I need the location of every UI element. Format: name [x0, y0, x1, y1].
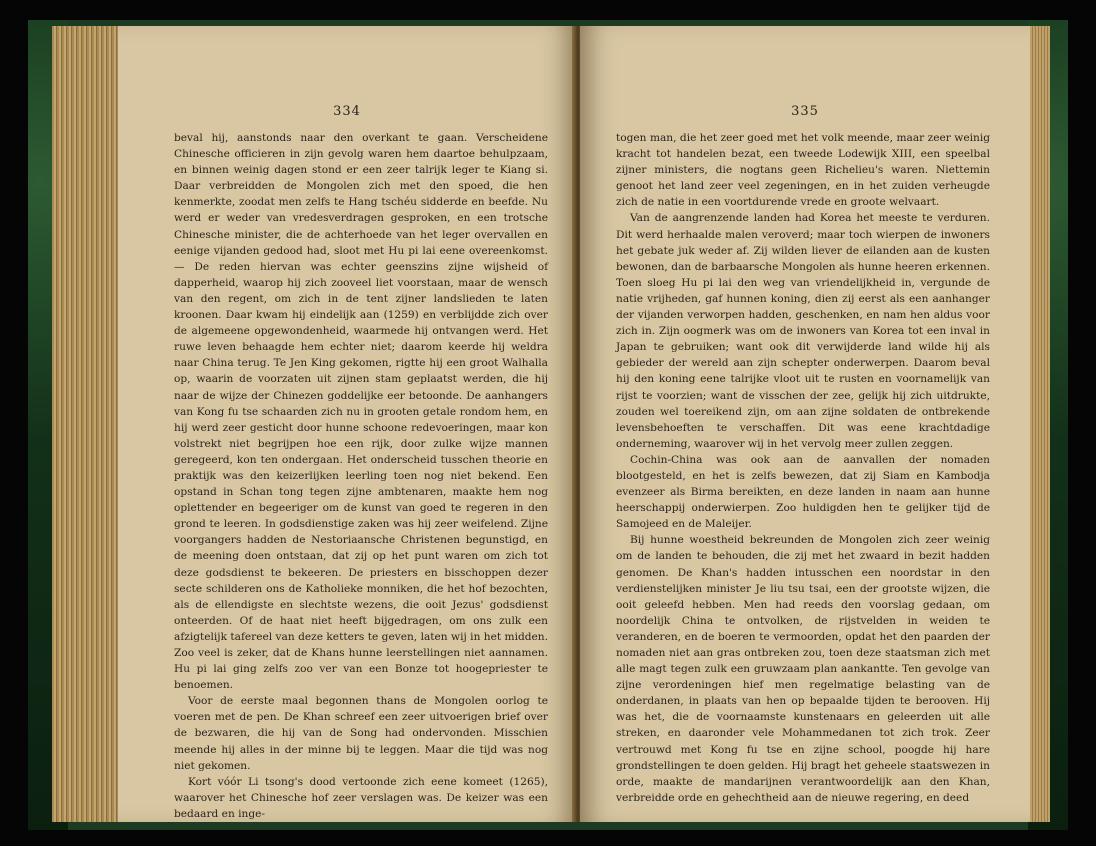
page-number: 334	[333, 104, 361, 119]
paragraph: togen man, die het zeer goed met het volk meende, maar zeer weinig kracht tot handelen bezat, een tweede Lodewijk XIII, een speelbal zijner ministers, die nogtans geen Richelieu's waren. Niettemin genoot het land zeer veel zegeningen, en in het zuiden verheugde zich de natie in een voortdurende vrede en groote welvaart.	[616, 132, 990, 209]
page-number: 335	[791, 104, 819, 119]
paragraph: Cochin-China was ook aan de aanvallen der nomaden blootgesteld, en het is zelfs bewezen, dat zij Siam en Kambodja evenzeer als Birma bereikten, en deze landen in naam aan hunne heerschappij onderwierpen. Zoo huldigden hen te gelijker tijd de Samojeed en de Maleijer.	[616, 453, 990, 531]
page-edges-left	[52, 26, 122, 822]
page-text	[174, 130, 548, 822]
open-book	[28, 20, 1068, 830]
paragraph: Van de aangrenzende landen had Korea het meeste te verduren. Dit werd herhaalde malen veroverd; maar toch wierpen de inwoners het gebate juk weder af. Zij wilden liever de eilanden aan de kusten bewonen, dan de barbaarsche Mongolen als hunne heeren erkennen. Toen sloeg Hu pi lai den weg van vriendelijkheid in, vergunde de natie vrijheden, gaf hunnen koning, dien zij eerst als een aanhanger der vijanden verworpen hadden, geschenken, en nam hen aldus voor zich in. Zijn oogmerk was om de inwoners van Korea tot een inval in Japan te gebruiken; want ook dit verwijderde land wilde hij als gebieder der wereld aan zijn schepter onderwerpen. Daarom beval hij den koning eene talrijke vloot uit te rusten en voornamelijk van rijst te voorzien; want de visschen der zee, gelijk hij zich uitdrukte, zouden wel toereikend zijn, om aan zijne soldaten de ontbrekende levensbehoeften te verschaffen. Dit was eene krachtdadige onderneming, waarover wij in het vervolg meer zullen zeggen.	[616, 212, 990, 450]
right-page	[580, 26, 1030, 822]
paragraph: Bij hunne woestheid bekreunden de Mongolen zich zeer weinig om de landen te behouden, die zij met het zwaard in bezit hadden genomen. De Khan's hadden intusschen een noordstar in den verdienstelijken minister Je liu tsu tsai, een der grootste wijzen, die ooit geleefd hebben. Men had reeds den voorslag gedaan, om noordelijk China te ontvolken, de rijstvelden in weiden te veranderen, en de boeren te vermoorden, opdat het den paarden der nomaden niet aan gras ontbreken zou, toen deze staatsman zich met alle magt tegen zulk een gruwzaam plan aankantte. Ten gevolge van zijne verordeningen hief men regelmatige belasting van de onderdanen, in plaats van hen op bepaalde tijden te berooven. Hij was het, die de voornaamste kunstenaars en geleerden uit alle streken, en daaronder vele Mohammedanen tot zich trok. Zeer vertrouwd met Kong fu tse en zijne school, poogde hij hare grondstellingen te doen gelden. Hij bragt het geheele staatswezen in orde, maakte de mandarijnen verantwoordelijk aan den Khan, verbreidde orde en gehechtheid aan de nieuwe regering, en deed	[616, 534, 990, 804]
left-page	[118, 26, 576, 822]
paragraph: Voor de eerste maal begonnen thans de Mongolen oorlog te voeren met de pen. De Khan schreef een zeer uitvoerigen brief over de bezwaren, die hij van de Song had ondervonden. Misschien meende hij alles in der minne bij te leggen. Maar die tijd was nog niet gekomen.	[174, 695, 548, 772]
page-text	[616, 130, 990, 806]
paragraph: Kort vóór Li tsong's dood vertoonde zich eene komeet (1265), waarover het Chinesche hof zeer verslagen was. De keizer was een bedaard en inge-	[174, 775, 548, 820]
paragraph: beval hij, aanstonds naar den overkant te gaan. Verscheidene Chinesche officieren in zijn gevolg waren hem daartoe behulpzaam, en binnen weinig dagen stond er een zeer talrijk leger te Kiang si. Daar verbreidden de Mongolen zich met den spoed, die hen kenmerkte, zoodat men zelfs te Hang tschéu sidderde en beefde. Nu werd er weder van vredesverdragen gesproken, en een trotsche Chinesche minister, die de achterhoede van het leger overvallen en eenige vijanden gedood had, sloot met Hu pi lai eene overeenkomst. — De reden hiervan was echter geenszins zijne wijsheid of dapperheid, waarop hij zich zooveel liet voorstaan, maar de wensch van den regent, om zich in de tent zijner landslieden te laten kroonen. Daar kwam hij eindelijk aan (1259) en verblijdde zich over de algemeene opgewondenheid, waarmede hij ontvangen werd. Het ruwe leven behaagde hem echter niet; daarom keerde hij weldra naar China terug. Te Jen King gekomen, rigtte hij een groot Walhalla op, waarin de voorzaten uit zijnen stam geplaatst werden, die hij naar de wijze der Chinezen goddelijke eer betoonde. De aanhangers van Kong fu tse schaarden zich nu in grooten getale rondom hem, en hij werd zeer gesticht door hunne schoone redevoeringen, maar kon volstrekt niet begrijpen hoe een rijk, door zulke wijze mannen geregeerd, kon ten ondergaan. Het onderscheid tusschen theorie en praktijk was den keizerlijken leerling toen nog niet bekend. Een opstand in Schan tong tegen zijne ambtenaren, maakte hem nog oplettender en begeeriger om de kunst van goed te regeren in den grond te leeren. In godsdienstige zaken was hij zeer weifelend. Zijne voorgangers hadden de Nestoriaansche Christenen begunstigd, en de meening doen ontstaan, dat zij op het punt waren om zich tot deze godsdienst te bekeeren. De priesters en bisschoppen dezer secte schilderen ons de Katholieke monniken, die het hof bezochten, als de ellendigste en slechtste wezens, die ooit Jezus' godsdienst onteerden. Of de haat niet heeft bijgedragen, om ons zulk een afzigtelijk tafereel van deze ketters te geven, laten wij in het midden. Zoo veel is zeker, dat de Khans hunne leerstellingen niet aannamen. Hu pi lai ging zelfs zoo ver van een Bonze tot hoogepriester te benoemen.	[174, 132, 548, 692]
